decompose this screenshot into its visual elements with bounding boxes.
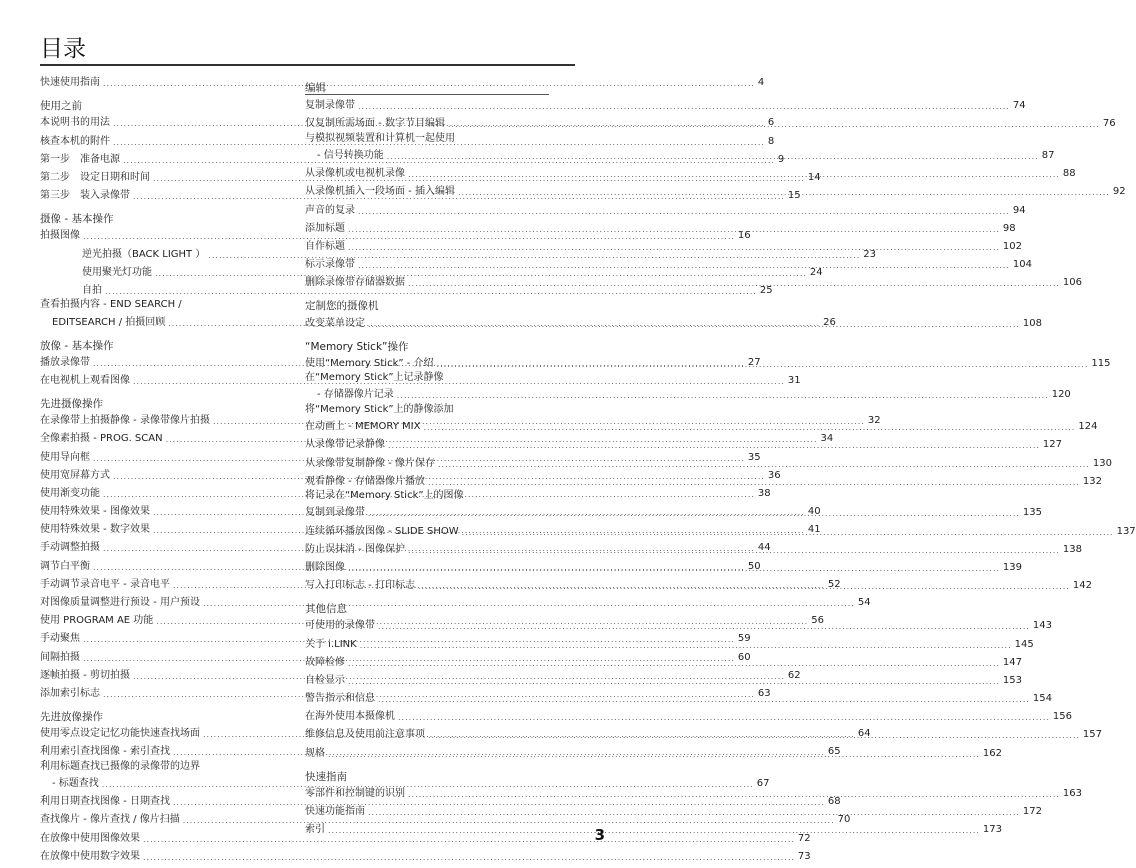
dot-leader bbox=[368, 808, 1020, 818]
toc-page-number: 27 bbox=[747, 356, 761, 368]
dot-leader bbox=[368, 320, 1020, 330]
dot-leader bbox=[358, 102, 1010, 112]
toc-entry bbox=[40, 298, 285, 312]
toc-entry-title: 使用“Memory Stick” - 介绍 bbox=[305, 357, 434, 369]
toc-page-number: 156 bbox=[1052, 711, 1072, 723]
toc-entry-title: 第三步 装入录像带 bbox=[40, 190, 130, 202]
toc-entry-title: 对图像质量调整进行预设 - 用户预设 bbox=[40, 597, 200, 608]
toc-page-number: 120 bbox=[1051, 389, 1071, 401]
dot-leader bbox=[398, 713, 1050, 723]
toc-entry-title: 在海外使用本摄像机 bbox=[305, 711, 395, 723]
toc-entry-title: 防止误抹消 - 图像保护 bbox=[305, 543, 405, 555]
dot-leader bbox=[408, 170, 1060, 180]
toc-entry-title: 放像 - 基本操作 bbox=[40, 339, 114, 352]
toc-page-number: 142 bbox=[1072, 580, 1092, 592]
dot-leader bbox=[462, 528, 1114, 538]
toc-page-number: 50 bbox=[747, 560, 761, 572]
dot-leader bbox=[348, 677, 1000, 687]
toc-entry-title: 改变菜单设定 bbox=[305, 317, 365, 329]
toc-entry[interactable] bbox=[305, 95, 1026, 113]
toc-page-number: 31 bbox=[787, 374, 801, 386]
toc-section-heading bbox=[40, 391, 285, 410]
toc-page-number: 60 bbox=[737, 651, 751, 663]
toc-section-heading bbox=[305, 293, 549, 312]
toc-entry bbox=[305, 489, 549, 503]
dot-leader bbox=[143, 853, 795, 863]
toc-entry-title: 从录像带记录静像 bbox=[305, 439, 385, 451]
toc-entry bbox=[305, 131, 549, 145]
toc-page-number: 94 bbox=[1012, 204, 1026, 216]
toc-page-number: 92 bbox=[1112, 186, 1126, 198]
toc-page-number: 65 bbox=[827, 746, 841, 758]
toc-page-number: 138 bbox=[1062, 543, 1082, 555]
toc-entry-title: “Memory Stick”操作 bbox=[305, 340, 409, 353]
dot-leader bbox=[328, 826, 980, 836]
dot-leader bbox=[458, 188, 1110, 198]
toc-page-number: 67 bbox=[756, 778, 770, 789]
dot-leader bbox=[378, 695, 1030, 705]
toc-page-number: 59 bbox=[737, 633, 751, 645]
toc-entry-title: 在电视机上观看图像 bbox=[40, 374, 130, 386]
dot-leader bbox=[428, 731, 1080, 741]
toc-page-number: 41 bbox=[807, 524, 821, 536]
toc-page-number: 173 bbox=[982, 824, 1002, 836]
toc-page-number: 115 bbox=[1091, 357, 1111, 369]
toc-page-number: 56 bbox=[811, 615, 824, 627]
toc-page-number: 63 bbox=[757, 687, 771, 699]
dot-leader bbox=[348, 225, 1000, 235]
toc-page-number: 26 bbox=[823, 316, 836, 328]
toc-entry-title: 快速功能指南 bbox=[305, 806, 365, 817]
toc-page-number: 38 bbox=[757, 487, 771, 499]
toc-entry-title: 先进放像操作 bbox=[40, 710, 103, 723]
toc-entry-title: 维修信息及使用前注意事项 bbox=[305, 729, 425, 741]
toc-entry-title: 删除图像 bbox=[305, 561, 345, 573]
toc-entry-title: 使用宽屏幕方式 bbox=[40, 469, 110, 481]
toc-entry-title: 从录像带复制静像 - 像片保存 bbox=[305, 457, 435, 469]
toc-entry-title: 连续循环播放图像 - SLIDE SHOW bbox=[305, 525, 459, 537]
toc-page-number: 87 bbox=[1041, 150, 1055, 162]
toc-entry-title: 使用特殊效果 - 数字效果 bbox=[40, 524, 150, 536]
toc-entry-title: 第一步 准备电源 bbox=[40, 153, 120, 165]
dot-leader bbox=[348, 243, 1000, 253]
toc-entry[interactable] bbox=[40, 846, 811, 864]
toc-entry-title: 观看静像 - 存储器像片播放 bbox=[305, 475, 425, 487]
toc-entry-title: 先进摄像操作 bbox=[40, 397, 103, 410]
toc-entry-title: 自拍 bbox=[82, 284, 102, 296]
dot-leader bbox=[428, 478, 1080, 488]
toc-entry-title: 标示录像带 bbox=[305, 259, 355, 271]
toc-entry-title: 使用导向框 bbox=[40, 451, 90, 463]
toc-entry-title: 逆光拍摄（BACK LIGHT ） bbox=[82, 248, 206, 260]
toc-entry-title: 快速使用指南 bbox=[40, 77, 100, 89]
toc-entry-title: 故障检修 bbox=[305, 656, 345, 668]
toc-entry-title: 使用渐变功能 bbox=[40, 487, 100, 499]
toc-section-heading bbox=[305, 334, 549, 353]
toc-entry-title: 间隔拍摄 bbox=[40, 651, 80, 663]
dot-leader bbox=[358, 207, 1010, 217]
toc-page-number: 130 bbox=[1092, 457, 1112, 469]
toc-entry-title: 其他信息 bbox=[305, 603, 347, 616]
dot-leader bbox=[408, 279, 1060, 289]
toc-entry bbox=[305, 371, 549, 385]
dot-leader bbox=[360, 641, 1012, 651]
toc-page-number: 157 bbox=[1082, 729, 1102, 741]
toc-page-number: 98 bbox=[1002, 222, 1016, 234]
toc-page-number: 76 bbox=[1102, 118, 1116, 130]
toc-entry-title: 自检显示 bbox=[305, 674, 345, 686]
dot-leader bbox=[348, 659, 1000, 669]
toc-entry-title: 手动调整拍摄 bbox=[40, 542, 100, 554]
dot-leader bbox=[448, 120, 1100, 130]
toc-page-number: 16 bbox=[737, 230, 751, 242]
toc-page-number: 15 bbox=[787, 190, 801, 202]
toc-entry-title: 定制您的摄像机 bbox=[305, 300, 379, 313]
toc-section-heading bbox=[305, 75, 549, 95]
toc-entry-title: 在“Memory Stick”上记录静像 bbox=[305, 372, 444, 384]
toc-entry-title: 从录像机或电视机录像 bbox=[305, 168, 405, 180]
toc-entry bbox=[305, 402, 549, 416]
toc-entry[interactable] bbox=[305, 113, 1116, 131]
toc-entry-title: 手动聚焦 bbox=[40, 633, 80, 645]
toc-entry-title: EDITSEARCH / 拍摄回顾 bbox=[52, 316, 166, 328]
toc-entry-title: 播放录像带 bbox=[40, 356, 90, 368]
toc-page-number: 52 bbox=[827, 578, 841, 590]
toc-entry-title: 手动调节录音电平 - 录音电平 bbox=[40, 578, 170, 590]
toc-page-number: 163 bbox=[1062, 787, 1082, 799]
toc-entry-title: 逐帧拍摄 - 剪切拍摄 bbox=[40, 669, 130, 681]
dot-leader bbox=[438, 460, 1090, 470]
toc-entry-title: 查找像片 - 像片查找 / 像片扫描 bbox=[40, 814, 180, 826]
toc-page-number: 34 bbox=[820, 433, 834, 445]
toc-entry-title: 编辑 bbox=[305, 82, 326, 94]
toc-page-number: 147 bbox=[1002, 656, 1022, 668]
toc-entry-title: - 信号转换功能 bbox=[317, 150, 384, 162]
toc-entry-title: 使用聚光灯功能 bbox=[82, 266, 152, 278]
toc-entry-title: 使用特殊效果 - 图像效果 bbox=[40, 506, 150, 518]
toc-page-number: 162 bbox=[982, 747, 1002, 759]
toc-page-number: 14 bbox=[807, 171, 821, 183]
toc-entry-title: 在动画上 - MEMORY MIX bbox=[305, 421, 421, 433]
toc-entry-title: 警告指示和信息 bbox=[305, 693, 375, 705]
toc-entry-title: 仅复制所需场面 - 数字节目编辑 bbox=[305, 118, 445, 130]
toc-page-number: 102 bbox=[1002, 241, 1022, 252]
toc-entry-title: 删除录像带存储器数据 bbox=[305, 277, 405, 289]
dot-leader bbox=[328, 750, 980, 760]
toc-page-number: 70 bbox=[837, 814, 851, 826]
toc-section-heading bbox=[305, 764, 549, 783]
toc-entry-title: 写入打印标志 - 打印标志 bbox=[305, 580, 415, 592]
toc-page-number: 32 bbox=[867, 415, 881, 427]
toc-entry-title: 查看拍摄内容 - END SEARCH / bbox=[40, 299, 182, 311]
toc-entry-title: 本说明书的用法 bbox=[40, 117, 110, 129]
toc-section-heading bbox=[40, 206, 285, 225]
toc-page-number: 44 bbox=[757, 542, 771, 554]
toc-entry-title: 核查本机的附件 bbox=[40, 135, 110, 147]
toc-entry-title: 利用索引查找图像 - 索引查找 bbox=[40, 746, 170, 758]
title-rule bbox=[40, 64, 575, 66]
toc-page-number: 36 bbox=[767, 469, 781, 481]
toc-page-number: 145 bbox=[1014, 638, 1034, 650]
toc-entry-title: 将记录在“Memory Stick”上的图像 bbox=[305, 490, 464, 502]
toc-entry-title: 使用之前 bbox=[40, 100, 82, 113]
toc-page-number: 6 bbox=[767, 117, 775, 129]
toc-page-number: 106 bbox=[1062, 277, 1082, 289]
toc-entry-title: 复制录像带 bbox=[305, 100, 355, 112]
toc-page-number: 25 bbox=[759, 284, 773, 296]
toc-entry-title: 复制到录像带 bbox=[305, 507, 365, 519]
toc-page-number: 4 bbox=[757, 77, 765, 89]
toc-page-number: 62 bbox=[787, 669, 801, 681]
toc-entry-title: 利用标题查找已摄像的录像带的边界 bbox=[40, 760, 200, 772]
dot-leader bbox=[358, 261, 1010, 271]
toc-section-heading bbox=[40, 93, 285, 112]
toc-page-number: 9 bbox=[777, 153, 785, 165]
toc-page-number: 23 bbox=[863, 248, 876, 260]
toc-entry[interactable] bbox=[305, 145, 1055, 163]
toc-entry-title: 规格 bbox=[305, 747, 325, 759]
toc-page-number: 35 bbox=[747, 451, 761, 463]
toc-page-number: 88 bbox=[1062, 168, 1076, 180]
dot-leader bbox=[388, 441, 1040, 451]
toc-entry-title: - 标题查找 bbox=[52, 778, 99, 789]
toc-entry-title: 自作标题 bbox=[305, 241, 345, 252]
toc-entry-title: 添加索引标志 bbox=[40, 687, 100, 699]
toc-entry[interactable] bbox=[305, 199, 1026, 217]
toc-page-number: 73 bbox=[797, 850, 811, 862]
toc-entry-title: 摄像 - 基本操作 bbox=[40, 213, 114, 226]
toc-entry[interactable] bbox=[305, 706, 1072, 724]
toc-entry-title: 可使用的录像带 bbox=[305, 620, 375, 632]
toc-entry-title: 使用零点设定记忆功能快速查找场面 bbox=[40, 728, 200, 740]
toc-page-number: 139 bbox=[1002, 561, 1022, 573]
toc-page-number: 64 bbox=[857, 728, 871, 740]
toc-page-number: 153 bbox=[1002, 674, 1022, 686]
toc-page-number: 143 bbox=[1032, 620, 1052, 632]
dot-leader bbox=[387, 152, 1039, 162]
toc-page-number: 132 bbox=[1082, 475, 1102, 487]
dot-leader bbox=[348, 564, 1000, 574]
dot-leader bbox=[418, 582, 1070, 592]
dot-leader bbox=[408, 790, 1060, 800]
dot-leader bbox=[368, 509, 1020, 519]
dot-leader bbox=[423, 423, 1075, 433]
toc-entry-title: 将“Memory Stick”上的静像添加 bbox=[305, 403, 454, 415]
toc-entry-title: 在放像中使用图像效果 bbox=[40, 832, 140, 844]
toc-page-number: 104 bbox=[1012, 259, 1032, 271]
toc-page-number: 172 bbox=[1022, 806, 1042, 817]
toc-page-number: 8 bbox=[767, 135, 775, 147]
toc-entry-title: 快速指南 bbox=[305, 770, 347, 783]
toc-page-number: 135 bbox=[1022, 507, 1042, 519]
toc-entry-title: 第二步 设定日期和时间 bbox=[40, 171, 150, 183]
toc-entry-title: 零部件和控制键的识别 bbox=[305, 787, 405, 799]
toc-page-number: 137 bbox=[1116, 525, 1136, 537]
toc-page-number: 72 bbox=[797, 832, 811, 844]
toc-page-number: 74 bbox=[1012, 100, 1026, 112]
toc-entry-title: 声音的复录 bbox=[305, 204, 355, 216]
toc-page-number: 68 bbox=[827, 796, 841, 808]
page-number: 3 bbox=[594, 826, 605, 844]
toc-page-number: 24 bbox=[809, 266, 823, 278]
toc-entry[interactable] bbox=[305, 384, 1071, 402]
page-title: 目录 bbox=[40, 36, 86, 62]
toc-entry-title: 利用日期查找图像 - 日期查找 bbox=[40, 796, 170, 808]
toc-page-number: 54 bbox=[857, 597, 871, 608]
toc-entry-title: 调节白平衡 bbox=[40, 560, 90, 572]
toc-entry-title: 使用 PROGRAM AE 功能 bbox=[40, 615, 154, 627]
toc-page-number: 154 bbox=[1032, 693, 1052, 705]
toc-entry bbox=[40, 759, 285, 773]
toc-entry-title: 全像素拍摄 - PROG. SCAN bbox=[40, 433, 163, 445]
dot-leader bbox=[397, 391, 1049, 401]
toc-page-number: 40 bbox=[807, 506, 821, 518]
dot-leader bbox=[378, 622, 1030, 632]
toc-entry-title: 关于 i.LINK bbox=[305, 638, 357, 650]
toc-section-heading bbox=[305, 596, 549, 615]
toc-page-number: 108 bbox=[1022, 317, 1042, 329]
dot-leader bbox=[408, 546, 1060, 556]
toc-page-number: 124 bbox=[1078, 421, 1098, 433]
toc-entry-title: 拍摄图像 bbox=[40, 230, 80, 242]
toc-entry-title: 从录像机插入一段场面 - 插入编辑 bbox=[305, 186, 455, 198]
toc-entry-title: 与模拟视频装置和计算机一起使用 bbox=[305, 132, 455, 144]
toc-entry-title: 添加标题 bbox=[305, 222, 345, 234]
toc-section-heading bbox=[40, 704, 285, 723]
toc-entry-title: - 存储器像片记录 bbox=[317, 389, 394, 401]
toc-entry-title: 在录像带上拍摄静像 - 录像带像片拍摄 bbox=[40, 415, 210, 427]
toc-section-heading bbox=[40, 333, 285, 352]
toc-entry-title: 索引 bbox=[305, 824, 325, 836]
dot-leader bbox=[437, 360, 1089, 370]
toc-page-number: 127 bbox=[1042, 439, 1062, 451]
toc-entry-title: 在放像中使用数字效果 bbox=[40, 850, 140, 862]
